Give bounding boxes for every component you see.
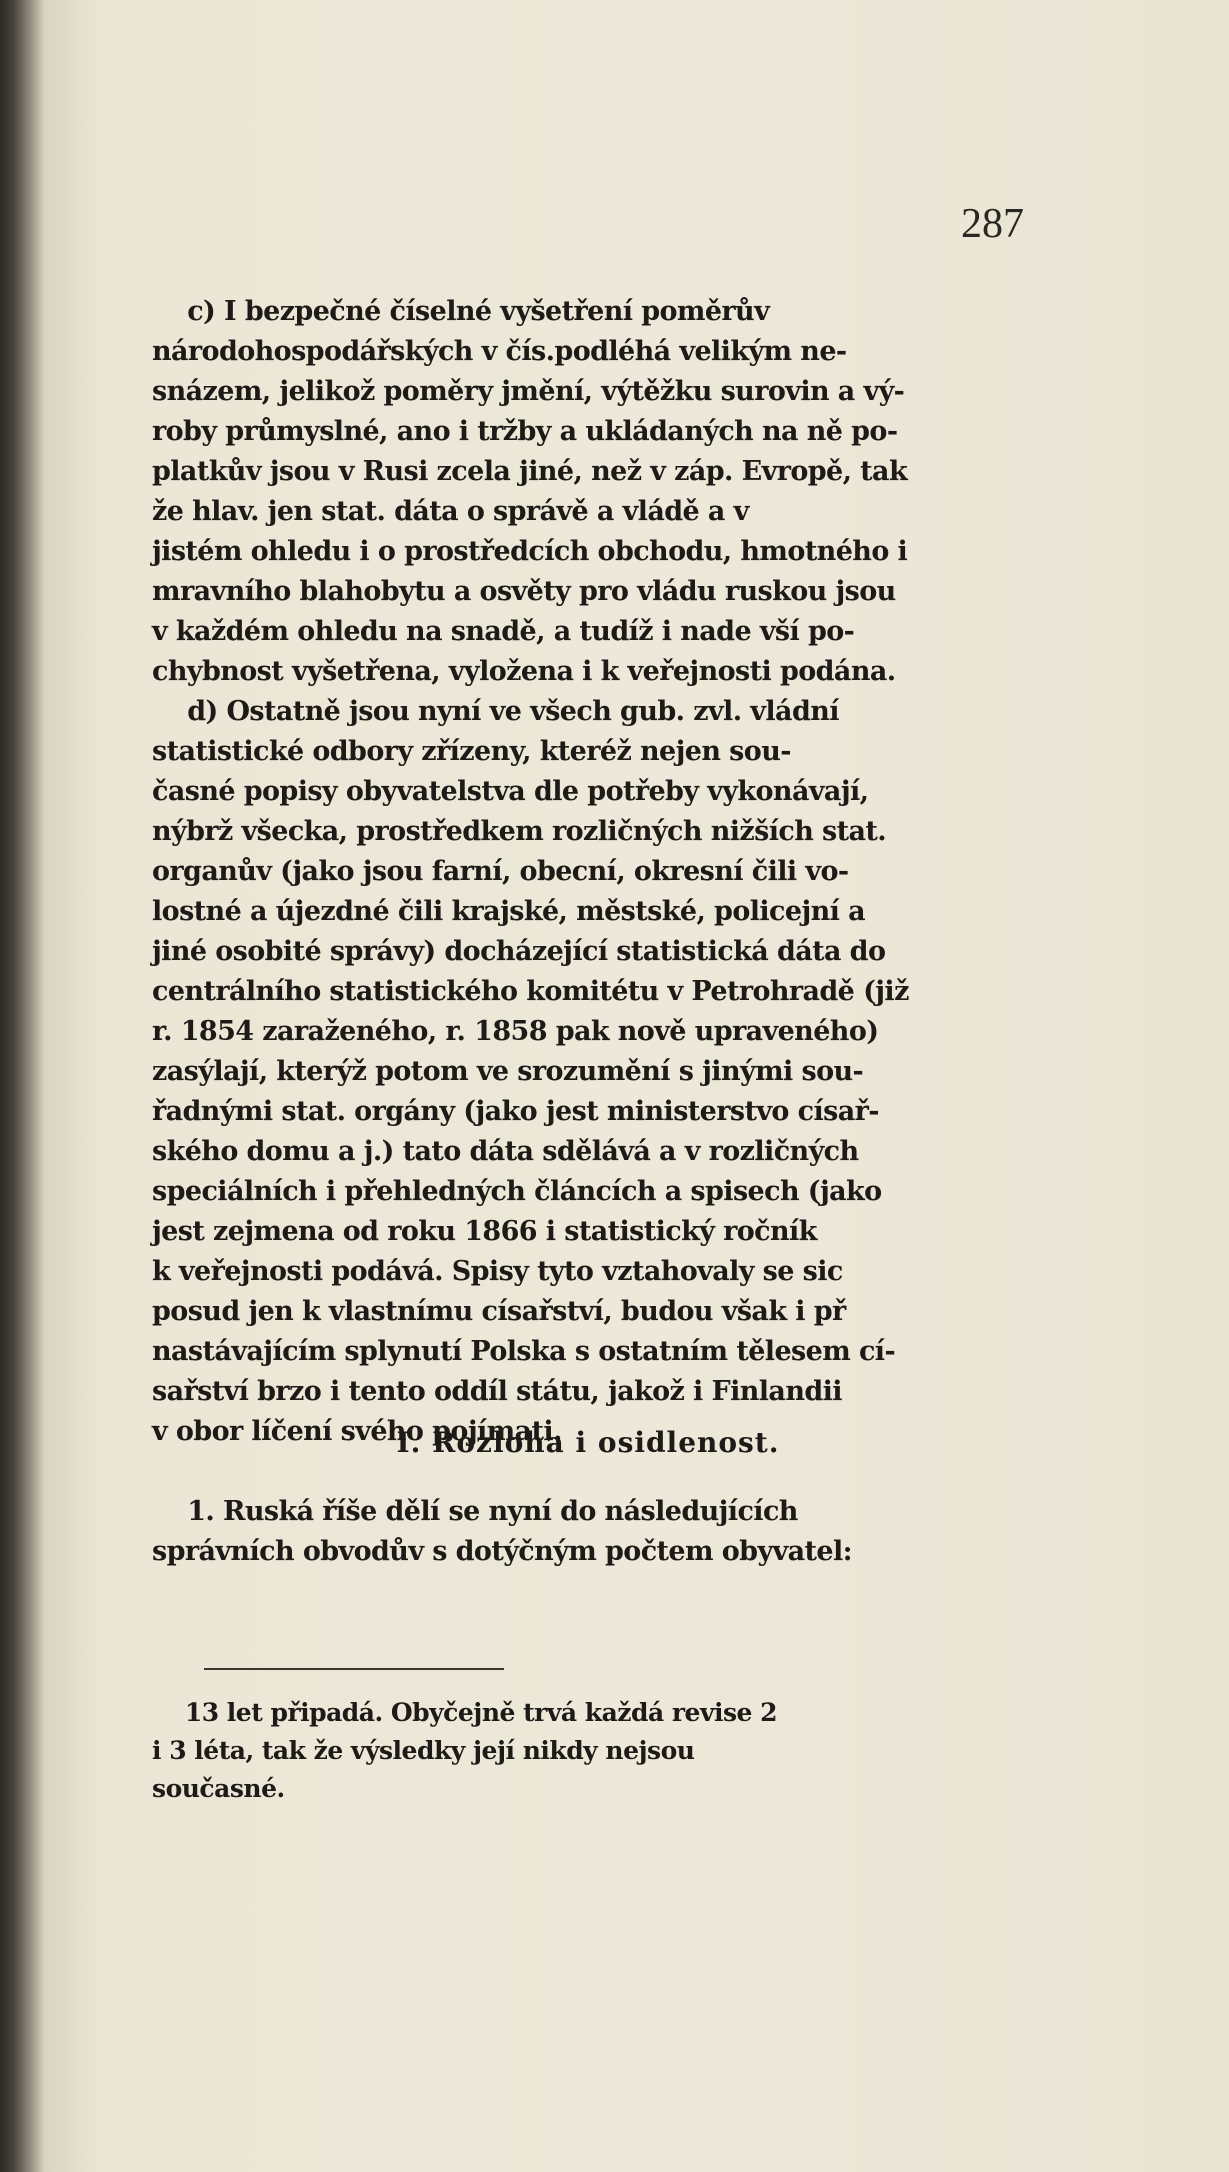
- text-line: r. 1854 zaraženého, r. 1858 pak nově upraveného): [152, 1016, 879, 1047]
- text-line: centrálního statistického komitétu v Petrohradě (již: [152, 976, 909, 1007]
- text-line: správních obvodův s dotýčným počtem obyvatel:: [152, 1536, 852, 1567]
- section-heading: I. Rozloha i osidlenost.: [396, 1426, 780, 1459]
- book-binding: [0, 0, 44, 2172]
- text-line: 1. Ruská říše dělí se nyní do následujících: [152, 1496, 798, 1527]
- text-line: statistické odbory zřízeny, kteréž nejen sou-: [152, 736, 791, 767]
- footnote-divider: [204, 1668, 504, 1670]
- text-line: roby průmyslné, ano i tržby a ukládaných na ně po-: [152, 416, 898, 447]
- footnote-line: 13 let připadá. Obyčejně trvá každá revise 2: [152, 1698, 778, 1727]
- text-line: posud jen k vlastnímu císařství, budou však i př: [152, 1296, 846, 1327]
- text-line: jiné osobité správy) docházející statistická dáta do: [152, 936, 886, 967]
- text-line: organův (jako jsou farní, obecní, okresní čili vo-: [152, 856, 849, 887]
- text-line: že hlav. jen stat. dáta o správě a vládě a v: [152, 496, 749, 527]
- section-text: [152, 1492, 1024, 1572]
- footnote-line: i 3 léta, tak že výsledky její nikdy nejsou: [152, 1736, 695, 1765]
- text-line: řadnými stat. orgány (jako jest ministerstvo císař-: [152, 1096, 879, 1127]
- text-line: časné popisy obyvatelstva dle potřeby vykonávají,: [152, 776, 869, 807]
- text-line: sařství brzo i tento oddíl státu, jakož i Finlandii: [152, 1376, 842, 1407]
- text-line: nýbrž všecka, prostředkem rozličných nižších stat.: [152, 816, 887, 847]
- text-line: d) Ostatně jsou nyní ve všech gub. zvl. vládní: [152, 696, 839, 727]
- text-line: zasýlají, kterýž potom ve srozumění s jinými sou-: [152, 1056, 864, 1087]
- text-line: v obor líčení svého pojímati.: [152, 1416, 562, 1447]
- text-line: nastávajícím splynutí Polska s ostatním tělesem cí-: [152, 1336, 896, 1367]
- book-page: [44, 0, 1229, 2172]
- text-line: národohospodářských v čís.podléhá velikým ne-: [152, 336, 847, 367]
- text-line: lostné a újezdné čili krajské, městské, policejní a: [152, 896, 866, 927]
- body-text: [152, 292, 1024, 1452]
- text-line: jistém ohledu i o prostředcích obchodu, hmotného i: [152, 536, 908, 567]
- text-line: mravního blahobytu a osvěty pro vládu ruskou jsou: [152, 576, 896, 607]
- text-line: speciálních i přehledných článcích a spisech (jako: [152, 1176, 882, 1207]
- text-line: platkův jsou v Rusi zcela jiné, než v záp. Evropě, tak: [152, 456, 908, 487]
- text-line: snázem, jelikož poměry jmění, výtěžku surovin a vý-: [152, 376, 905, 407]
- text-line: ského domu a j.) tato dáta sdělává a v rozličných: [152, 1136, 859, 1167]
- text-line: chybnost vyšetřena, vyložena i k veřejnosti podána.: [152, 656, 896, 687]
- text-line: v každém ohledu na snadě, a tudíž i nade vší po-: [152, 616, 855, 647]
- page-number: 287: [961, 201, 1024, 247]
- text-line: jest zejmena od roku 1866 i statistický ročník: [152, 1216, 817, 1247]
- footnote: [152, 1694, 1024, 1808]
- footnote-line: současné.: [152, 1774, 285, 1803]
- text-line: c) I bezpečné číselné vyšetření poměrův: [152, 296, 770, 327]
- text-line: k veřejnosti podává. Spisy tyto vztahovaly se sic: [152, 1256, 843, 1287]
